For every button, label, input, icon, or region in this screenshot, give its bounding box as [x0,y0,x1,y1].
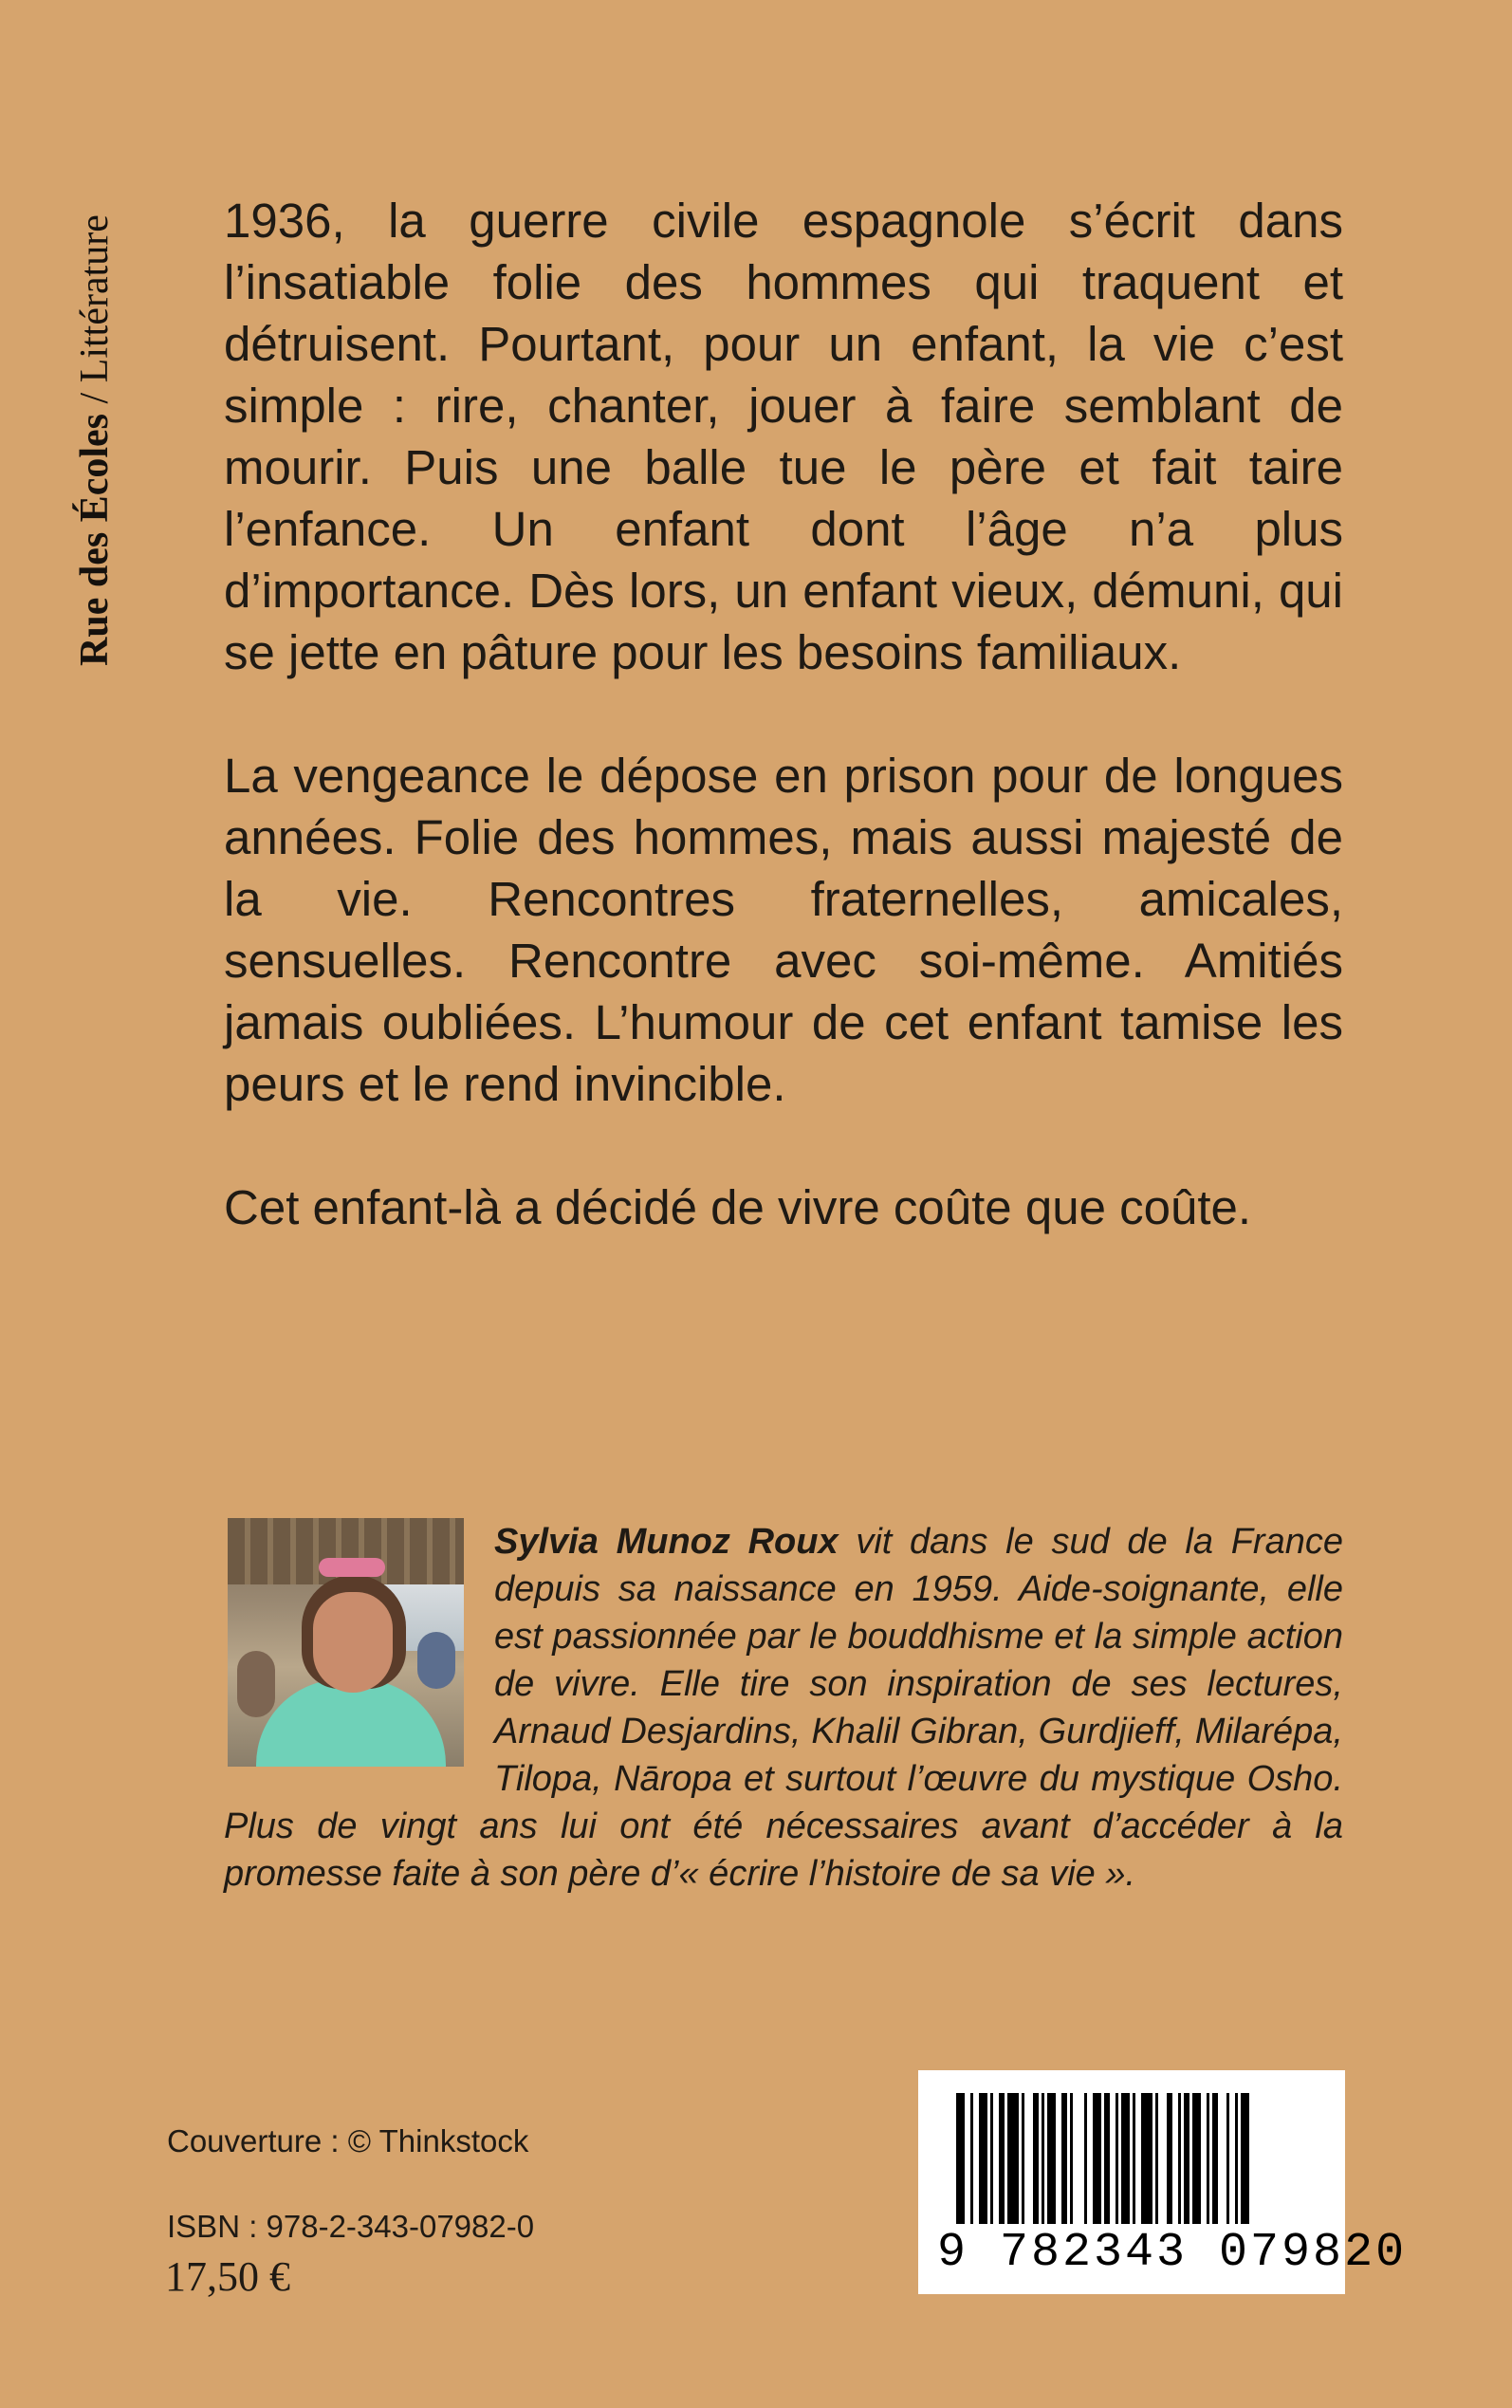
price-label: 17,50 € [165,2253,290,2300]
back-cover-blurb [224,190,1343,1300]
barcode-bar [1207,2093,1209,2224]
barcode-bar [1178,2093,1181,2224]
barcode-bar [1047,2093,1056,2224]
barcode-bar [1033,2093,1039,2224]
barcode-bar [1226,2093,1229,2224]
cover-credit: Couverture : © Thinkstock [167,2123,529,2158]
spine-separator: / [73,382,117,414]
barcode [918,2070,1408,2294]
collection-name: Rue des Écoles [73,414,117,666]
author-photo [228,1518,464,1767]
barcode-bar [956,2093,965,2224]
barcode-bar [1116,2093,1118,2224]
barcode-bar [979,2093,987,2224]
blurb-paragraph-2: La vengeance le dépose en prison pour de longues années. Folie des hommes, mais aussi majesté de la vie. Rencontres fraternelles, amicales, sensuelles. Rencontre avec soi-même. Amitiés jamais oubliées. L’humour de cet enfant tamise les peurs et le rend invincible. [224,749,1343,1111]
barcode-bar [970,2093,973,2224]
barcode-bar [1061,2093,1067,2224]
barcode-bar [1133,2093,1135,2224]
barcode-bar [1093,2093,1101,2224]
author-bio-text: vit dans le sud de la France depuis sa naissance en 1959. Aide-soignante, elle est passionnée par le bouddhisme et la simple action de vivre. Elle tire son inspiration de ses lectures, Arnaud Desjardins, Khalil Gibran, Gurdjieff, Milarépa, Tilopa, Nāropa et surtout l’œuvre du mystique Osho. Plus de vingt ans lui ont été nécessaires avant d’accéder à la promesse faite à son père d’« écrire l’histoire de sa vie ». [224,1522,1343,1894]
barcode-bar [1141,2093,1152,2224]
barcode-bar [1022,2093,1024,2224]
barcode-bar [1007,2093,1019,2224]
barcode-bar [1184,2093,1189,2224]
barcode-bar [1241,2093,1249,2224]
author-bio [224,1518,1343,1898]
barcode-bar [1155,2093,1158,2224]
spine-title [72,214,118,666]
barcode-bar [1235,2093,1238,2224]
barcode-bar [1084,2093,1087,2224]
author-name: Sylvia Munoz Roux [494,1522,839,1562]
barcode-bar [1192,2093,1201,2224]
barcode-digits: 9 782343 079820 [937,2226,1408,2280]
isbn-label: ISBN : 978-2-343-07982-0 [167,2209,535,2244]
barcode-bar [1070,2093,1073,2224]
blurb-paragraph-3: Cet enfant-là a décidé de vivre coûte que coûte. [224,1180,1252,1234]
barcode-bar [990,2093,993,2224]
barcode-bar [1167,2093,1172,2224]
barcode-bar [999,2093,1005,2224]
barcode-bar [1042,2093,1044,2224]
blurb-paragraph-1: 1936, la guerre civile espagnole s’écrit dans l’insatiable folie des hommes qui traquent et détruisent. Pourtant, pour un enfant, la vie c’est simple : rire, chanter, jouer à faire semblant de mourir. Puis une balle tue le père et fait taire l’enfance. Un enfant dont l’âge n’a plus d’importance. Dès lors, un enfant vieux, démuni, qui se jette en pâture pour les besoins familiaux. [224,194,1343,679]
barcode-bar [1121,2093,1130,2224]
category-name: Littérature [73,214,117,383]
barcode-bar [1104,2093,1110,2224]
barcode-bar [1212,2093,1218,2224]
